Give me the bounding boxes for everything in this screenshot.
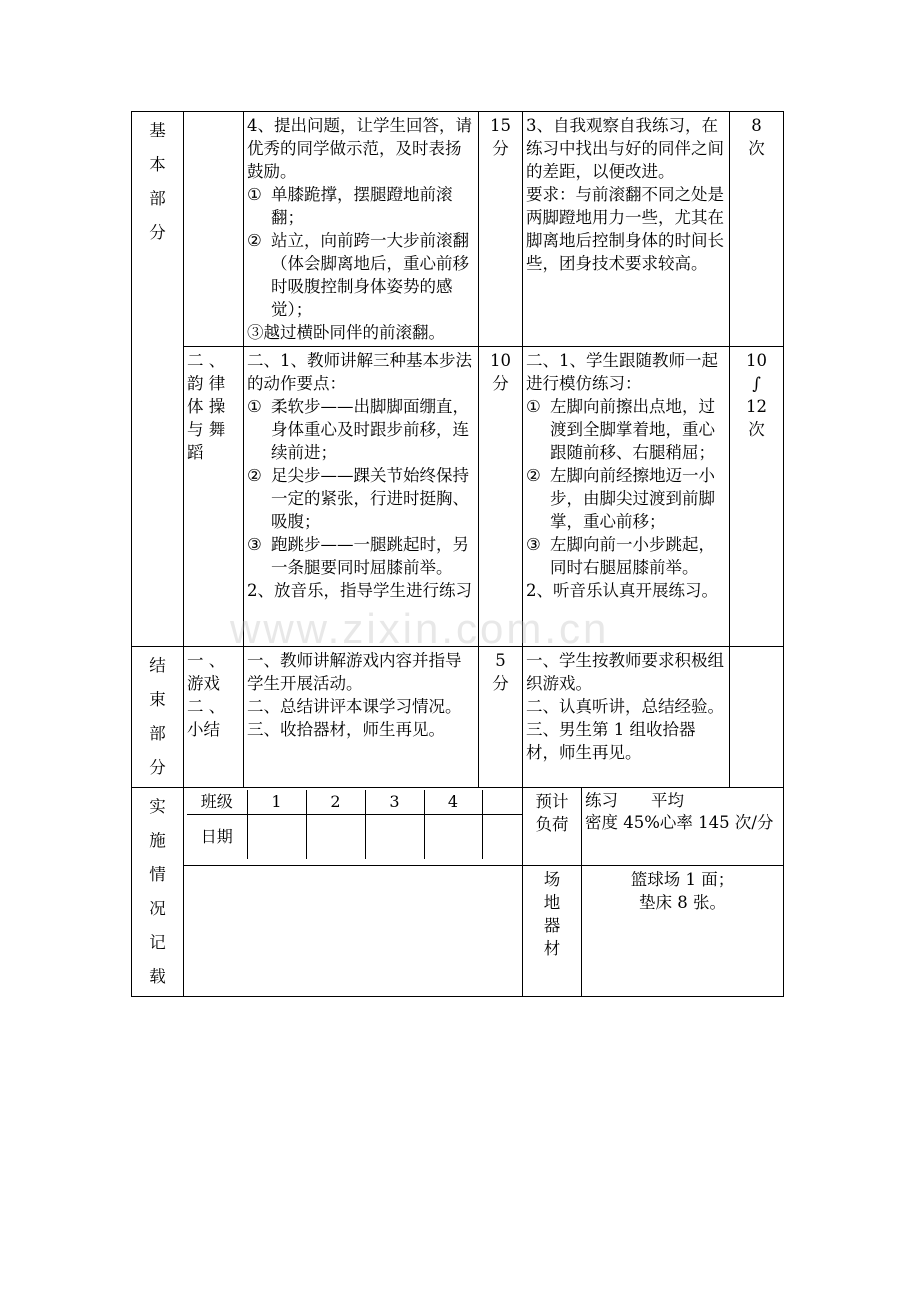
load-label: 预计 负荷 bbox=[523, 788, 582, 866]
lesson-plan-table bbox=[131, 111, 784, 997]
load-value: 练习 平均 密度 45%心率 145 次/分 bbox=[582, 788, 784, 866]
time-cell: 5 分 bbox=[479, 647, 523, 788]
table-row bbox=[132, 866, 784, 997]
student-activity: 一、学生按教师要求积极组织游戏。 二、认真听讲，总结经验。 三、男生第 1 组收拾器材，师生再见。 bbox=[523, 647, 730, 788]
topic-cell-empty bbox=[184, 112, 244, 347]
class-2: 2 bbox=[306, 790, 365, 814]
record-notes bbox=[184, 866, 523, 997]
list-item: ② 站立，向前跨一大步前滚翻（体会脚离地后，重心前移时吸腹控制身体姿势的感觉）； bbox=[247, 231, 469, 319]
time-cell: 15 分 bbox=[479, 112, 523, 347]
watermark: www.zixin.com.cn bbox=[230, 605, 610, 652]
teacher-activity: 4、提出问题，让学生回答，请优秀的同学做示范，及时表扬鼓励。 ① 单膝跪撑，摆腿蹬地前滚翻； ② 站立，向前跨一大步前滚翻（体会脚离地后，重心前移时吸腹控制身体姿势的感觉）； ③越过横卧同伴的前滚翻。 bbox=[244, 112, 479, 347]
date-cell bbox=[482, 814, 523, 859]
class-3: 3 bbox=[365, 790, 424, 814]
section-label-ending: 结 束 部 分 bbox=[132, 647, 184, 788]
list-item: ① 单膝跪撑，摆腿蹬地前滚翻； bbox=[247, 185, 453, 227]
date-cell bbox=[365, 814, 424, 859]
topic-cell: 一 、 游戏 二 、 小结 bbox=[184, 647, 244, 788]
table-row bbox=[132, 647, 784, 788]
time-cell: 10 分 bbox=[479, 347, 523, 647]
count-cell bbox=[730, 647, 784, 788]
list-item: ② 左脚向前经擦地迈一小步，由脚尖过渡到前脚掌，重心前移； bbox=[526, 466, 715, 531]
class-date-table bbox=[187, 790, 523, 859]
class-date-grid bbox=[184, 788, 523, 866]
list-item: ③ 跑跳步——一腿跳起时，另一条腿要同时屈膝前举。 bbox=[247, 535, 469, 577]
student-activity: 3、自我观察自我练习，在练习中找出与好的同伴之间的差距，以便改进。 要求：与前滚翻不同之处是两脚蹬地用力一些，尤其在脚离地后控制身体的时间长些，团身技术要求较高。 bbox=[523, 112, 730, 347]
section-label-implementation: 实 施 情 况 记 载 bbox=[132, 788, 184, 997]
date-cell bbox=[247, 814, 306, 859]
class-label: 班级 bbox=[187, 790, 247, 814]
student-activity: 二、1、学生跟随教师一起进行模仿练习： ① 左脚向前擦出点地，过渡到全脚掌着地，重心跟随前移、右腿稍屈； ② 左脚向前经擦地迈一小步，由脚尖过渡到前脚掌，重心前移； ③ 左脚向前一小步跳起，同时右腿屈膝前举。 2、听音乐认真开展练习。 bbox=[523, 347, 730, 647]
venue-value: 篮球场 1 面； 垫床 8 张。 bbox=[582, 866, 784, 997]
teacher-activity: 一、教师讲解游戏内容并指导学生开展活动。 二、总结讲评本课学习情况。 三、收拾器材，师生再见。 bbox=[244, 647, 479, 788]
list-item: ① 柔软步——出脚脚面绷直，身体重心及时跟步前移，连续前进； bbox=[247, 397, 469, 462]
date-cell bbox=[424, 814, 482, 859]
list-item: ① 左脚向前擦出点地，过渡到全脚掌着地，重心跟随前移、右腿稍屈； bbox=[526, 397, 715, 462]
count-cell: 8 次 bbox=[730, 112, 784, 347]
class-4: 4 bbox=[424, 790, 482, 814]
date-cell bbox=[306, 814, 365, 859]
venue-label: 场 地 器 材 bbox=[523, 866, 582, 997]
class-1: 1 bbox=[247, 790, 306, 814]
teacher-activity: 二、1、教师讲解三种基本步法的动作要点： ① 柔软步——出脚脚面绷直，身体重心及时跟步前移，连续前进； ② 足尖步——踝关节始终保持一定的紧张，行进时挺胸、吸腹； ③ 跑跳步——一腿跳起时，另一条腿要同时屈膝前举。 2、放音乐，指导学生进行练习 bbox=[244, 347, 479, 647]
count-cell: 10 ∫ 12 次 bbox=[730, 347, 784, 647]
topic-cell: 二 、 韵 律 体 操 与 舞 蹈 bbox=[184, 347, 244, 647]
table-row bbox=[132, 347, 784, 647]
list-item: ③ 左脚向前一小步跳起，同时右腿屈膝前举。 bbox=[526, 535, 715, 577]
table-row bbox=[132, 788, 784, 866]
section-label-basic: 基 本 部 分 bbox=[132, 112, 184, 647]
class-5 bbox=[482, 790, 523, 814]
list-item: ② 足尖步——踝关节始终保持一定的紧张，行进时挺胸、吸腹； bbox=[247, 466, 469, 531]
date-label: 日期 bbox=[187, 814, 247, 859]
table-row bbox=[132, 112, 784, 347]
